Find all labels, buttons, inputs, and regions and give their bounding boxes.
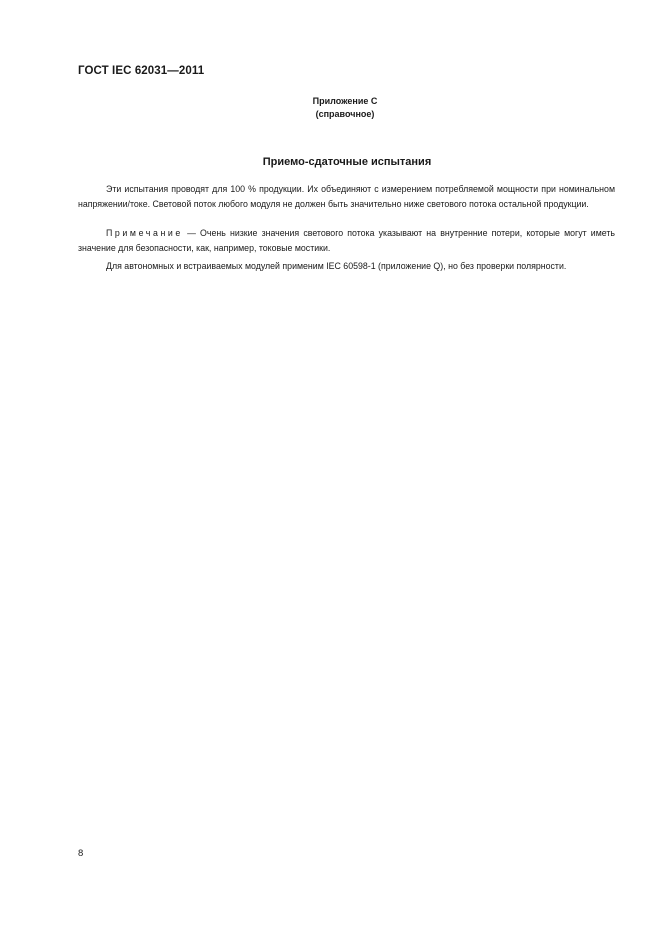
paragraph-acceptance-tests (78, 182, 615, 211)
note-body: — Очень низкие значения светового потока указывают на внутренние потери, которые могут иметь значение для безопасности, как, например, токовые мостики. (78, 228, 615, 253)
annex-status: (справочное) (315, 109, 375, 119)
paragraph-modules (78, 259, 615, 274)
standard-designation: ГОСТ IEC 62031—2011 (78, 65, 205, 77)
paragraph-text: Для автономных и встраиваемых модулей применим IEC 60598-1 (приложение Q), но без проверки полярности. (106, 261, 567, 271)
paragraph-text: Эти испытания проводят для 100 % продукции. Их объединяют с измерением потребляемой мощности при номинальном напряжении/токе. Световой поток любого модуля не должен быть значительно ниже светового потока остальной продукции. (78, 184, 615, 209)
section-heading: Приемо-сдаточные испытания (262, 156, 432, 168)
note-label: Примечание (106, 228, 183, 238)
page-number: 8 (78, 848, 84, 859)
note-text (78, 226, 615, 255)
note-paragraph (78, 226, 615, 255)
annex-title: Приложение С (312, 96, 378, 106)
